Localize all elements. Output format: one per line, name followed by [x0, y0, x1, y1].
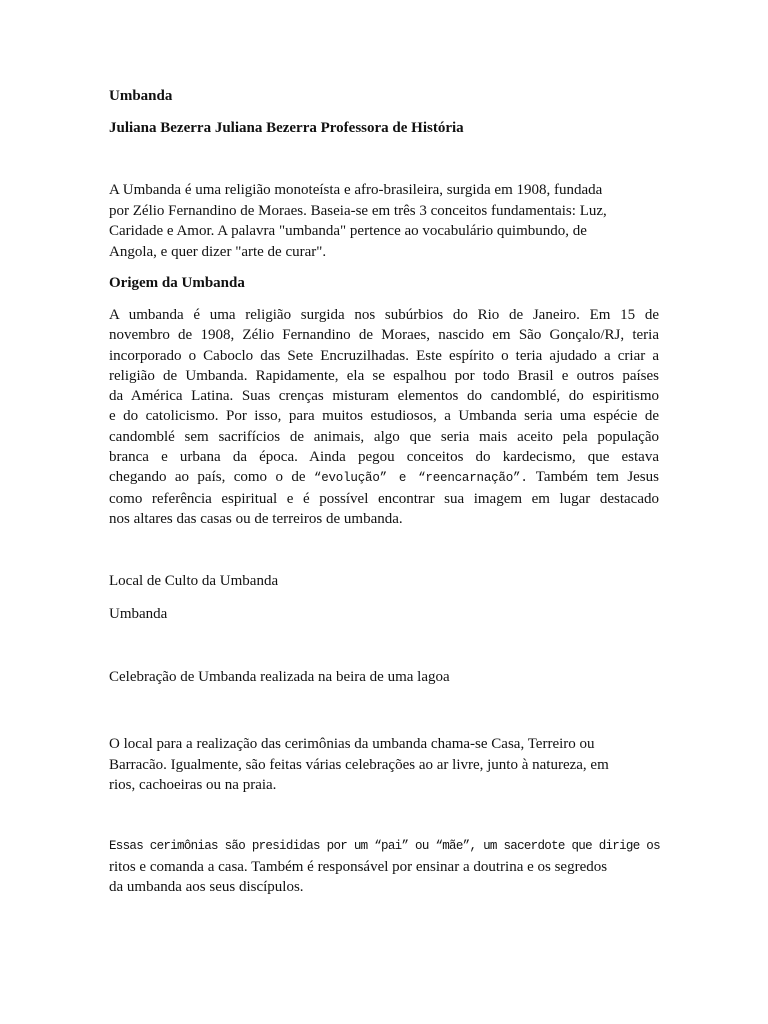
origin-quoted-terms: “evolução” e “reencarnação”.	[313, 471, 528, 486]
ceremony-line: ritos e comanda a casa. Também é responsável por ensinar a doutrina e os segredos	[109, 858, 608, 875]
image-caption: Celebração de Umbanda realizada na beira de uma lagoa	[109, 669, 450, 685]
origin-paragraph	[109, 305, 659, 529]
ceremony-line: da umbanda aos seus discípulos.	[109, 879, 304, 895]
local-line: Barracão. Igualmente, são feitas várias celebrações ao ar livre, junto à natureza, em	[109, 756, 609, 773]
origin-line: branca e urbana da época. Ainda pegou conceitos do kardecismo, que estava	[109, 449, 659, 466]
author-line: Juliana Bezerra Juliana Bezerra Professora de História	[109, 120, 464, 136]
origin-line: religião de Umbanda. Rapidamente, ela se espalhou por todo Brasil e outros países	[109, 367, 659, 384]
local-paragraph	[109, 734, 659, 796]
ceremony-line: Essas cerimônias são presididas por um “pai” ou “mãe”, um sacerdote que dirige os	[109, 839, 660, 853]
intro-line: por Zélio Fernandino de Moraes. Baseia-se em três 3 conceitos fundamentais: Luz,	[109, 202, 607, 219]
intro-line: Caridade e Amor. A palavra "umbanda" pertence ao vocabulário quimbundo, de	[109, 223, 587, 239]
local-heading: Local de Culto da Umbanda	[109, 573, 279, 589]
origin-line: nos altares das casas ou de terreiros de umbanda.	[109, 510, 403, 527]
document-title: Umbanda	[109, 88, 173, 104]
intro-line: A Umbanda é uma religião monoteísta e afro-brasileira, surgida em 1908, fundada	[109, 182, 603, 198]
origin-line: A umbanda é uma religião surgida nos subúrbios do Rio de Janeiro. Em 15 de	[109, 307, 659, 323]
origin-line: incorporado o Caboclo das Sete Encruzilhadas. Este espírito o teria ajudado a criar a	[109, 347, 659, 364]
origin-line: e do catolicismo. Por isso, para muitos estudiosos, a Umbanda seria uma espécie de	[109, 408, 659, 425]
intro-paragraph	[109, 180, 659, 262]
local-line: rios, cachoeiras ou na praia.	[109, 777, 277, 793]
local-line: O local para a realização das cerimônias da umbanda chama-se Casa, Terreiro ou	[109, 736, 595, 752]
image-alt-label: Umbanda	[109, 606, 168, 622]
origin-line: como referência espiritual e é possível encontrar sua imagem em lugar destacado	[109, 490, 659, 507]
origin-line: candomblé sem sacrifícios de animais, algo que seria mais aceito pela população	[109, 428, 659, 445]
origin-line-part: Também tem Jesus	[527, 469, 659, 486]
ceremony-paragraph	[109, 836, 659, 898]
origin-heading: Origem da Umbanda	[109, 275, 245, 291]
origin-line: da América Latina. Suas crenças misturam elementos do candomblé, do espiritismo	[109, 388, 659, 405]
origin-line-mixed	[109, 467, 659, 488]
intro-line: Angola, e quer dizer "arte de curar".	[109, 243, 327, 260]
origin-line-part: chegando ao país, como o de	[109, 469, 314, 486]
origin-line: novembro de 1908, Zélio Fernandino de Moraes, nascido em São Gonçalo/RJ, teria	[109, 327, 659, 344]
